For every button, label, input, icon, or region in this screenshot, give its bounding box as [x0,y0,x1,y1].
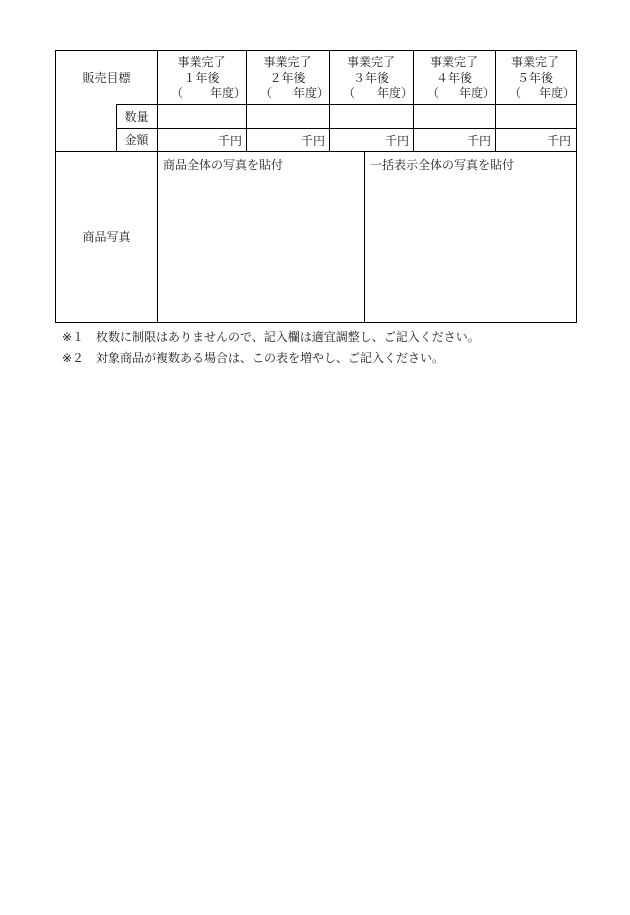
year-header-5: 事業完了 ５年後 （ 年度） [509,55,575,100]
year-header-2: 事業完了 ２年後 （ 年度） [260,55,329,100]
amount-cell-4[interactable]: 千円 [466,134,491,148]
quantity-label: 数量 [124,109,149,124]
product-photo-area[interactable]: 商品全体の写真を貼付 [163,158,284,172]
quantity-cell-2[interactable] [246,104,329,128]
amount-label: 金額 [124,133,149,147]
note-2: ※２ 対象商品が複数ある場合は、この表を増やし、ご記入ください。 [62,351,445,365]
note-1: ※１ 枚数に制限はありませんので、記入欄は適宜調整し、ご記入ください。 [62,330,480,344]
amount-cell-3[interactable]: 千円 [384,134,409,148]
year-header-3: 事業完了 ３年後 （ 年度） [343,55,413,100]
quantity-cell-4[interactable] [413,104,495,128]
quantity-cell-1[interactable] [157,104,246,128]
year-header-4: 事業完了 ４年後 （ 年度） [427,55,495,100]
amount-cell-1[interactable]: 千円 [217,134,242,148]
amount-cell-2[interactable]: 千円 [300,134,325,148]
amount-cell-5[interactable]: 千円 [546,134,571,148]
sales-target-label: 販売目標 [82,71,131,85]
quantity-cell-5[interactable] [495,104,575,128]
year-header-1: 事業完了 １年後 （ 年度） [171,55,246,100]
label-display-photo-area[interactable]: 一括表示全体の写真を貼付 [370,158,515,172]
quantity-cell-3[interactable] [329,104,413,128]
sales-target-table [55,50,577,323]
product-photo-label: 商品写真 [82,230,131,244]
